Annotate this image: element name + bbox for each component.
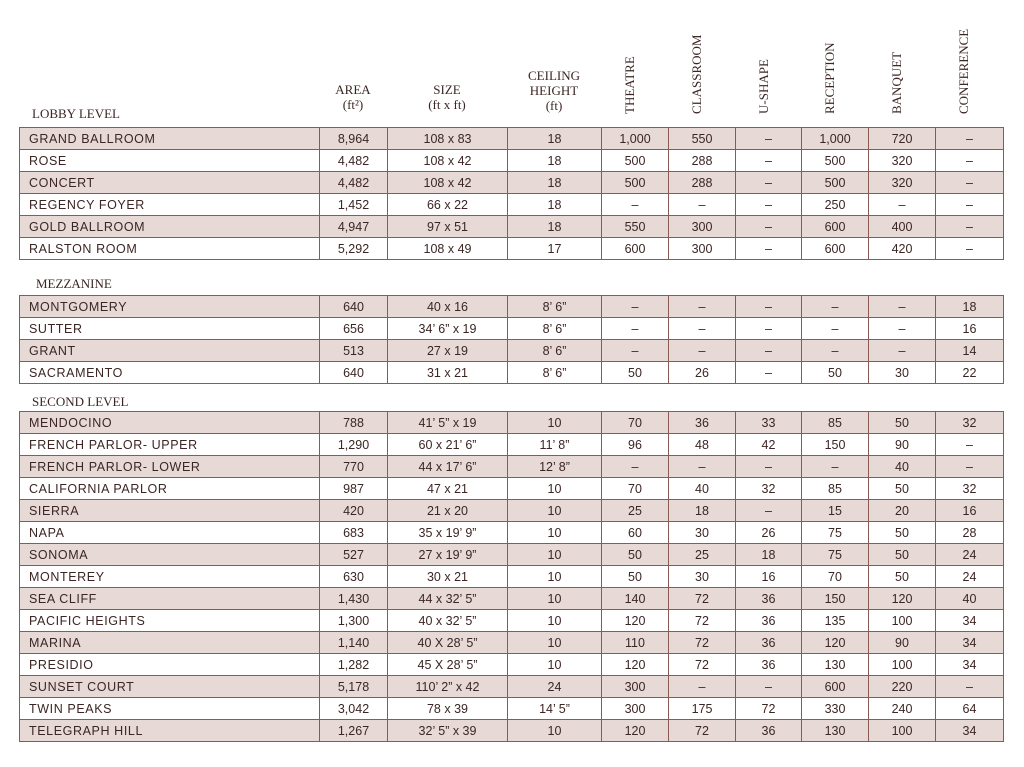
ceiling-height-cell: 18 <box>508 172 602 194</box>
u-shape-cell: – <box>736 194 802 216</box>
area-cell: 4,482 <box>320 150 388 172</box>
size-cell: 108 x 83 <box>388 128 508 150</box>
reception-cell: 1,000 <box>802 128 869 150</box>
ceiling-height-cell: 17 <box>508 238 602 260</box>
banquet-cell: 220 <box>869 676 936 698</box>
classroom-cell: 550 <box>669 128 736 150</box>
reception-cell: 500 <box>802 172 869 194</box>
conference-cell: 24 <box>936 566 1004 588</box>
table-row <box>20 566 1004 588</box>
classroom-cell: 25 <box>669 544 736 566</box>
banquet-cell: – <box>869 194 936 216</box>
reception-cell: 600 <box>802 216 869 238</box>
theatre-cell: – <box>602 340 669 362</box>
conference-cell: 34 <box>936 720 1004 742</box>
area-cell: 1,140 <box>320 632 388 654</box>
size-cell: 35 x 19’ 9” <box>388 522 508 544</box>
banquet-cell: 90 <box>869 632 936 654</box>
u-shape-cell: 32 <box>736 478 802 500</box>
reception-cell: 130 <box>802 654 869 676</box>
area-cell: 1,290 <box>320 434 388 456</box>
ceiling-height-cell: 18 <box>508 128 602 150</box>
area-cell: 656 <box>320 318 388 340</box>
u-shape-cell: – <box>736 362 802 384</box>
theatre-cell: 300 <box>602 698 669 720</box>
banquet-cell: 420 <box>869 238 936 260</box>
size-cell: 21 x 20 <box>388 500 508 522</box>
table-second-level <box>19 411 1004 742</box>
reception-cell: 15 <box>802 500 869 522</box>
header-ceiling-line3: (ft) <box>545 98 563 113</box>
banquet-cell: 100 <box>869 610 936 632</box>
classroom-cell: 300 <box>669 216 736 238</box>
u-shape-cell: – <box>736 150 802 172</box>
u-shape-cell: 36 <box>736 720 802 742</box>
area-cell: 1,282 <box>320 654 388 676</box>
u-shape-cell: 33 <box>736 412 802 434</box>
classroom-cell: 72 <box>669 632 736 654</box>
section-title-second-level: SECOND LEVEL <box>32 394 129 409</box>
table-row <box>20 698 1004 720</box>
size-cell: 40 x 32’ 5” <box>388 610 508 632</box>
size-cell: 30 x 21 <box>388 566 508 588</box>
table-row <box>20 194 1004 216</box>
classroom-cell: – <box>669 456 736 478</box>
size-cell: 108 x 42 <box>388 150 508 172</box>
ceiling-height-cell: 14’ 5” <box>508 698 602 720</box>
room-name-cell: SIERRA <box>20 500 320 522</box>
table-row <box>20 456 1004 478</box>
banquet-cell: 320 <box>869 172 936 194</box>
ceiling-height-cell: 8’ 6” <box>508 318 602 340</box>
size-cell: 97 x 51 <box>388 216 508 238</box>
table-row <box>20 318 1004 340</box>
u-shape-cell: 16 <box>736 566 802 588</box>
classroom-cell: 288 <box>669 172 736 194</box>
section-title-mezzanine: MEZZANINE <box>36 276 112 291</box>
header-ceiling-line2: HEIGHT <box>529 83 579 98</box>
theatre-cell: – <box>602 456 669 478</box>
theatre-cell: 140 <box>602 588 669 610</box>
banquet-cell: 400 <box>869 216 936 238</box>
table-row <box>20 500 1004 522</box>
room-name-cell: CALIFORNIA PARLOR <box>20 478 320 500</box>
theatre-cell: 120 <box>602 610 669 632</box>
size-cell: 34’ 6” x 19 <box>388 318 508 340</box>
reception-cell: 500 <box>802 150 869 172</box>
header-ceiling-line1: CEILING <box>528 68 580 83</box>
room-name-cell: TELEGRAPH HILL <box>20 720 320 742</box>
banquet-cell: – <box>869 318 936 340</box>
conference-cell: – <box>936 456 1004 478</box>
ceiling-height-cell: 10 <box>508 544 602 566</box>
theatre-cell: 50 <box>602 544 669 566</box>
room-name-cell: TWIN PEAKS <box>20 698 320 720</box>
area-cell: 5,178 <box>320 676 388 698</box>
table-row <box>20 172 1004 194</box>
room-name-cell: MARINA <box>20 632 320 654</box>
classroom-cell: 26 <box>669 362 736 384</box>
classroom-cell: 72 <box>669 720 736 742</box>
area-cell: 8,964 <box>320 128 388 150</box>
u-shape-cell: – <box>736 172 802 194</box>
area-cell: 4,947 <box>320 216 388 238</box>
header-theatre: THEATRE <box>622 56 637 114</box>
conference-cell: – <box>936 238 1004 260</box>
conference-cell: 32 <box>936 478 1004 500</box>
banquet-cell: 120 <box>869 588 936 610</box>
theatre-cell: 1,000 <box>602 128 669 150</box>
ceiling-height-cell: 8’ 6” <box>508 296 602 318</box>
header-size <box>387 82 507 112</box>
ceiling-height-cell: 10 <box>508 588 602 610</box>
reception-cell: 150 <box>802 434 869 456</box>
reception-cell: 330 <box>802 698 869 720</box>
room-name-cell: CONCERT <box>20 172 320 194</box>
theatre-cell: 96 <box>602 434 669 456</box>
banquet-cell: 100 <box>869 654 936 676</box>
size-cell: 45 X 28’ 5” <box>388 654 508 676</box>
theatre-cell: 25 <box>602 500 669 522</box>
ceiling-height-cell: 11’ 8” <box>508 434 602 456</box>
room-name-cell: FRENCH PARLOR- LOWER <box>20 456 320 478</box>
header-size-line1: SIZE <box>433 82 461 97</box>
header-size-line2: (ft x ft) <box>428 97 466 112</box>
area-cell: 513 <box>320 340 388 362</box>
ceiling-height-cell: 18 <box>508 216 602 238</box>
ceiling-height-cell: 18 <box>508 194 602 216</box>
conference-cell: – <box>936 150 1004 172</box>
classroom-cell: 175 <box>669 698 736 720</box>
header-banquet: BANQUET <box>889 51 904 114</box>
area-cell: 770 <box>320 456 388 478</box>
reception-cell: 85 <box>802 412 869 434</box>
u-shape-cell: – <box>736 340 802 362</box>
reception-cell: 600 <box>802 676 869 698</box>
area-cell: 3,042 <box>320 698 388 720</box>
conference-cell: – <box>936 434 1004 456</box>
classroom-cell: 36 <box>669 412 736 434</box>
conference-cell: 34 <box>936 610 1004 632</box>
table-row <box>20 128 1004 150</box>
table-mezzanine <box>19 295 1004 384</box>
header-area-line1: AREA <box>335 82 371 97</box>
area-cell: 5,292 <box>320 238 388 260</box>
ceiling-height-cell: 10 <box>508 566 602 588</box>
conference-cell: – <box>936 194 1004 216</box>
banquet-cell: 30 <box>869 362 936 384</box>
room-name-cell: PACIFIC HEIGHTS <box>20 610 320 632</box>
u-shape-cell: 26 <box>736 522 802 544</box>
u-shape-cell: – <box>736 676 802 698</box>
classroom-cell: 72 <box>669 654 736 676</box>
reception-cell: 85 <box>802 478 869 500</box>
room-name-cell: MONTEREY <box>20 566 320 588</box>
u-shape-cell: – <box>736 296 802 318</box>
banquet-cell: 240 <box>869 698 936 720</box>
size-cell: 40 X 28’ 5” <box>388 632 508 654</box>
ceiling-height-cell: 10 <box>508 610 602 632</box>
header-area <box>319 82 387 112</box>
conference-cell: – <box>936 216 1004 238</box>
banquet-cell: 50 <box>869 522 936 544</box>
theatre-cell: 60 <box>602 522 669 544</box>
table-row <box>20 720 1004 742</box>
room-name-cell: SACRAMENTO <box>20 362 320 384</box>
room-name-cell: MENDOCINO <box>20 412 320 434</box>
banquet-cell: 720 <box>869 128 936 150</box>
ceiling-height-cell: 8’ 6” <box>508 362 602 384</box>
u-shape-cell: – <box>736 128 802 150</box>
size-cell: 110’ 2” x 42 <box>388 676 508 698</box>
header-classroom: CLASSROOM <box>689 34 704 114</box>
banquet-cell: 20 <box>869 500 936 522</box>
area-cell: 527 <box>320 544 388 566</box>
reception-cell: – <box>802 340 869 362</box>
conference-cell: 16 <box>936 318 1004 340</box>
size-cell: 27 x 19’ 9” <box>388 544 508 566</box>
theatre-cell: – <box>602 194 669 216</box>
theatre-cell: 500 <box>602 150 669 172</box>
room-name-cell: REGENCY FOYER <box>20 194 320 216</box>
section-title-lobby-level: LOBBY LEVEL <box>32 106 120 121</box>
area-cell: 987 <box>320 478 388 500</box>
table-row <box>20 362 1004 384</box>
banquet-cell: 50 <box>869 544 936 566</box>
u-shape-cell: – <box>736 456 802 478</box>
area-cell: 683 <box>320 522 388 544</box>
classroom-cell: 288 <box>669 150 736 172</box>
theatre-cell: 70 <box>602 478 669 500</box>
theatre-cell: – <box>602 296 669 318</box>
ceiling-height-cell: 12’ 8” <box>508 456 602 478</box>
theatre-cell: 500 <box>602 172 669 194</box>
room-name-cell: RALSTON ROOM <box>20 238 320 260</box>
table-row <box>20 434 1004 456</box>
u-shape-cell: 72 <box>736 698 802 720</box>
theatre-cell: 110 <box>602 632 669 654</box>
classroom-cell: 72 <box>669 610 736 632</box>
table-row <box>20 340 1004 362</box>
room-name-cell: NAPA <box>20 522 320 544</box>
conference-cell: 22 <box>936 362 1004 384</box>
u-shape-cell: – <box>736 238 802 260</box>
u-shape-cell: 42 <box>736 434 802 456</box>
theatre-cell: 120 <box>602 654 669 676</box>
header-area-line2: (ft²) <box>342 97 364 112</box>
theatre-cell: 70 <box>602 412 669 434</box>
ceiling-height-cell: 10 <box>508 478 602 500</box>
conference-cell: – <box>936 128 1004 150</box>
size-cell: 108 x 42 <box>388 172 508 194</box>
reception-cell: 135 <box>802 610 869 632</box>
room-name-cell: FRENCH PARLOR- UPPER <box>20 434 320 456</box>
conference-cell: 32 <box>936 412 1004 434</box>
ceiling-height-cell: 10 <box>508 500 602 522</box>
size-cell: 66 x 22 <box>388 194 508 216</box>
area-cell: 788 <box>320 412 388 434</box>
u-shape-cell: 18 <box>736 544 802 566</box>
classroom-cell: 18 <box>669 500 736 522</box>
conference-cell: 16 <box>936 500 1004 522</box>
room-name-cell: GOLD BALLROOM <box>20 216 320 238</box>
conference-cell: 40 <box>936 588 1004 610</box>
table-lobby-level <box>19 127 1004 260</box>
theatre-cell: 120 <box>602 720 669 742</box>
ceiling-height-cell: 10 <box>508 654 602 676</box>
table-row <box>20 238 1004 260</box>
classroom-cell: – <box>669 296 736 318</box>
table-row <box>20 296 1004 318</box>
conference-cell: 64 <box>936 698 1004 720</box>
table-row <box>20 412 1004 434</box>
u-shape-cell: 36 <box>736 610 802 632</box>
table-row <box>20 216 1004 238</box>
conference-cell: 28 <box>936 522 1004 544</box>
area-cell: 1,267 <box>320 720 388 742</box>
banquet-cell: 50 <box>869 566 936 588</box>
theatre-cell: 300 <box>602 676 669 698</box>
banquet-cell: 320 <box>869 150 936 172</box>
size-cell: 44 x 32’ 5” <box>388 588 508 610</box>
size-cell: 78 x 39 <box>388 698 508 720</box>
area-cell: 1,430 <box>320 588 388 610</box>
size-cell: 108 x 49 <box>388 238 508 260</box>
banquet-cell: 100 <box>869 720 936 742</box>
reception-cell: 600 <box>802 238 869 260</box>
area-cell: 630 <box>320 566 388 588</box>
table-row <box>20 610 1004 632</box>
ceiling-height-cell: 10 <box>508 632 602 654</box>
size-cell: 27 x 19 <box>388 340 508 362</box>
size-cell: 44 x 17’ 6” <box>388 456 508 478</box>
size-cell: 40 x 16 <box>388 296 508 318</box>
room-name-cell: ROSE <box>20 150 320 172</box>
theatre-cell: 50 <box>602 362 669 384</box>
classroom-cell: 30 <box>669 522 736 544</box>
banquet-cell: 40 <box>869 456 936 478</box>
classroom-cell: – <box>669 194 736 216</box>
size-cell: 60 x 21’ 6” <box>388 434 508 456</box>
area-cell: 4,482 <box>320 172 388 194</box>
conference-cell: – <box>936 676 1004 698</box>
classroom-cell: – <box>669 340 736 362</box>
reception-cell: 130 <box>802 720 869 742</box>
classroom-cell: 72 <box>669 588 736 610</box>
u-shape-cell: 36 <box>736 632 802 654</box>
classroom-cell: – <box>669 676 736 698</box>
u-shape-cell: 36 <box>736 654 802 676</box>
room-name-cell: SUNSET COURT <box>20 676 320 698</box>
conference-cell: 18 <box>936 296 1004 318</box>
reception-cell: 120 <box>802 632 869 654</box>
u-shape-cell: – <box>736 318 802 340</box>
reception-cell: 250 <box>802 194 869 216</box>
banquet-cell: 90 <box>869 434 936 456</box>
classroom-cell: 30 <box>669 566 736 588</box>
room-name-cell: SONOMA <box>20 544 320 566</box>
reception-cell: 75 <box>802 522 869 544</box>
reception-cell: 150 <box>802 588 869 610</box>
ceiling-height-cell: 24 <box>508 676 602 698</box>
reception-cell: – <box>802 456 869 478</box>
theatre-cell: 50 <box>602 566 669 588</box>
reception-cell: 50 <box>802 362 869 384</box>
room-name-cell: GRAND BALLROOM <box>20 128 320 150</box>
table-row <box>20 478 1004 500</box>
ceiling-height-cell: 18 <box>508 150 602 172</box>
classroom-cell: 300 <box>669 238 736 260</box>
ceiling-height-cell: 10 <box>508 720 602 742</box>
reception-cell: – <box>802 296 869 318</box>
u-shape-cell: – <box>736 216 802 238</box>
reception-cell: – <box>802 318 869 340</box>
theatre-cell: 550 <box>602 216 669 238</box>
table-row <box>20 632 1004 654</box>
theatre-cell: – <box>602 318 669 340</box>
table-row <box>20 522 1004 544</box>
header-reception: RECEPTION <box>822 42 837 114</box>
area-cell: 420 <box>320 500 388 522</box>
area-cell: 640 <box>320 296 388 318</box>
conference-cell: 34 <box>936 654 1004 676</box>
room-name-cell: GRANT <box>20 340 320 362</box>
size-cell: 47 x 21 <box>388 478 508 500</box>
banquet-cell: 50 <box>869 478 936 500</box>
u-shape-cell: 36 <box>736 588 802 610</box>
theatre-cell: 600 <box>602 238 669 260</box>
reception-cell: 75 <box>802 544 869 566</box>
header-conference: CONFERENCE <box>956 28 971 114</box>
classroom-cell: 48 <box>669 434 736 456</box>
table-row <box>20 544 1004 566</box>
conference-cell: 14 <box>936 340 1004 362</box>
room-name-cell: MONTGOMERY <box>20 296 320 318</box>
header-ceiling <box>507 68 601 113</box>
banquet-cell: – <box>869 340 936 362</box>
classroom-cell: – <box>669 318 736 340</box>
banquet-cell: – <box>869 296 936 318</box>
size-cell: 31 x 21 <box>388 362 508 384</box>
conference-cell: 34 <box>936 632 1004 654</box>
classroom-cell: 40 <box>669 478 736 500</box>
table-row <box>20 676 1004 698</box>
u-shape-cell: – <box>736 500 802 522</box>
header-ushape: U-SHAPE <box>756 59 771 114</box>
conference-cell: – <box>936 172 1004 194</box>
room-name-cell: PRESIDIO <box>20 654 320 676</box>
conference-cell: 24 <box>936 544 1004 566</box>
room-name-cell: SEA CLIFF <box>20 588 320 610</box>
reception-cell: 70 <box>802 566 869 588</box>
ceiling-height-cell: 10 <box>508 412 602 434</box>
area-cell: 640 <box>320 362 388 384</box>
banquet-cell: 50 <box>869 412 936 434</box>
capacity-chart <box>19 0 1003 767</box>
ceiling-height-cell: 8’ 6” <box>508 340 602 362</box>
room-name-cell: SUTTER <box>20 318 320 340</box>
table-row <box>20 588 1004 610</box>
ceiling-height-cell: 10 <box>508 522 602 544</box>
area-cell: 1,300 <box>320 610 388 632</box>
area-cell: 1,452 <box>320 194 388 216</box>
table-row <box>20 150 1004 172</box>
size-cell: 32’ 5” x 39 <box>388 720 508 742</box>
size-cell: 41’ 5” x 19 <box>388 412 508 434</box>
table-row <box>20 654 1004 676</box>
